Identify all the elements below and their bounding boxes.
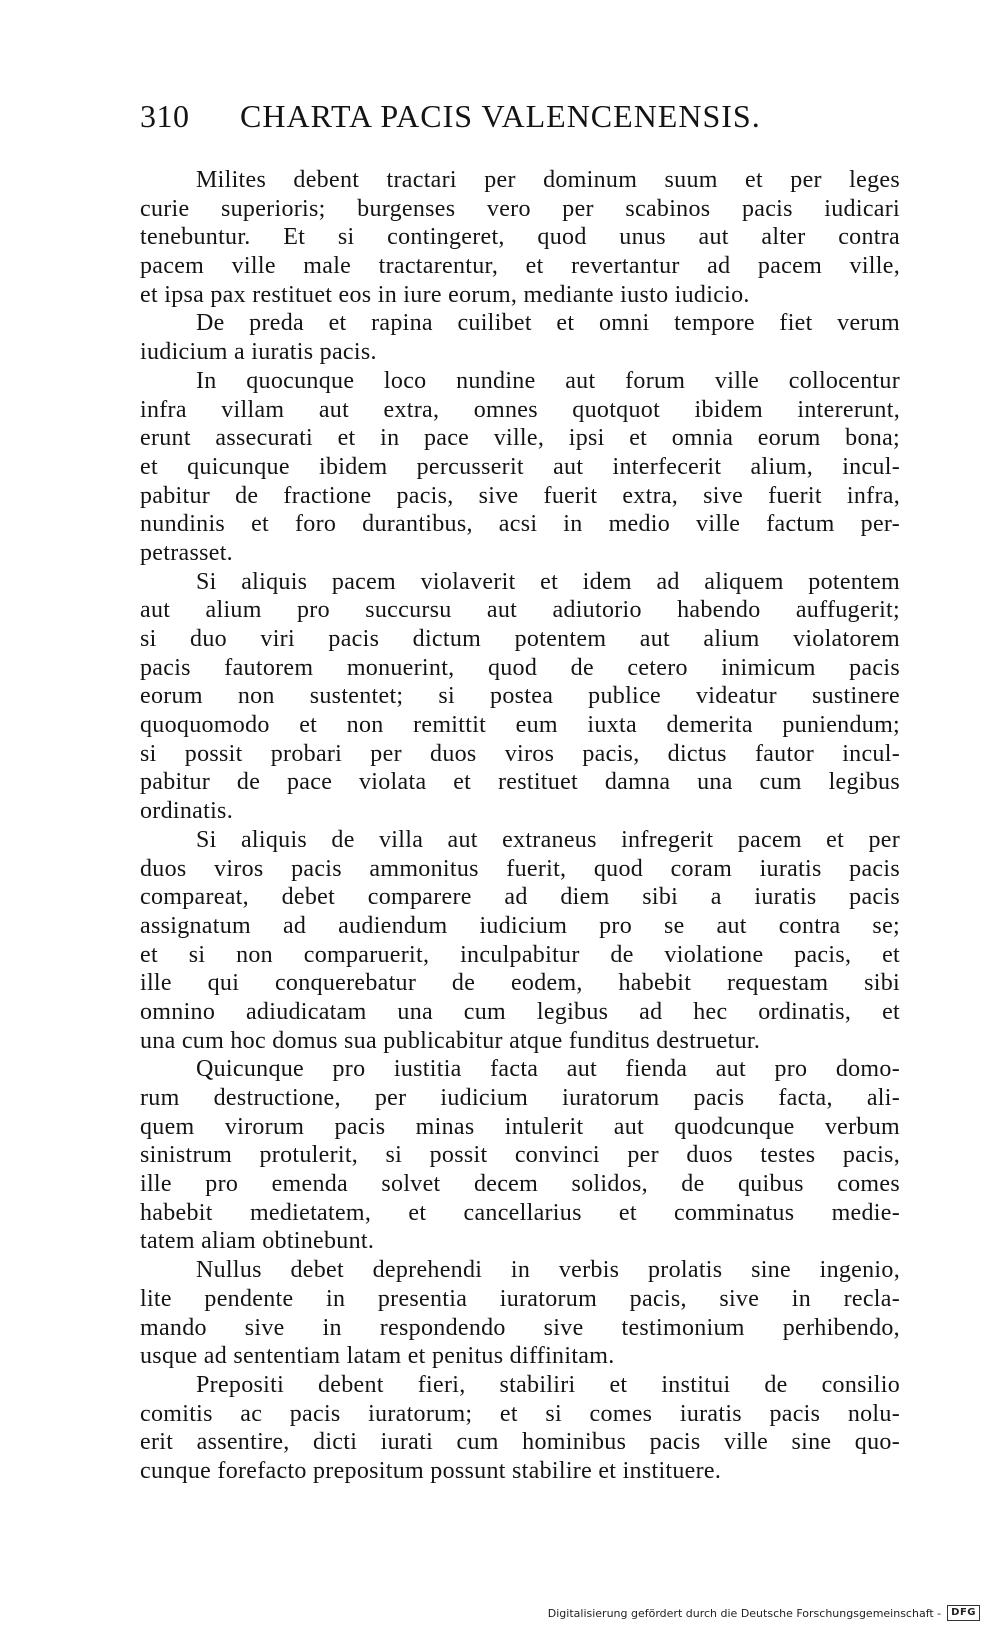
page-number: 310 — [140, 98, 190, 134]
text-line: mando sive in respondendo sive testimonium perhibendo, — [140, 1314, 900, 1341]
text-line: rum destructione, per iudicium iuratorum pacis facta, ali- — [140, 1085, 900, 1111]
text-line: pacem ville male tractarentur, et revertantur ad pacem ville, — [140, 253, 900, 280]
text-line: erunt assecurati et in pace ville, ipsi et omnia eorum bona; — [140, 425, 900, 452]
text-line: tenebuntur. Et si contingeret, quod unus aut alter contra — [140, 224, 900, 251]
text-line: eorum non sustentet; si postea publice videatur sustinere — [140, 683, 900, 710]
text-line: Quicunque pro iustitia facta aut fienda aut pro domo- — [196, 1056, 900, 1083]
text-line: tatem aliam obtinebunt. — [140, 1228, 375, 1255]
body-text — [140, 166, 900, 1486]
text-line: Si aliquis de villa aut extraneus infregerit pacem et per — [196, 826, 900, 853]
paragraph — [140, 1256, 900, 1371]
text-line: Milites debent tractari per dominum suum et per leges — [196, 167, 900, 193]
text-line: iudicium a iuratis pacis. — [140, 339, 377, 366]
text-line: assignatum ad audiendum iudicium pro se aut contra se; — [140, 912, 900, 939]
text-line: si duo viri pacis dictum potentem aut alium violatorem — [140, 626, 900, 652]
paragraph — [140, 1055, 900, 1256]
text-line: Nullus debet deprehendi in verbis prolatis sine ingenio, — [196, 1257, 900, 1284]
paragraph — [140, 568, 900, 826]
text-line: et ipsa pax restituet eos in iure eorum, mediante iusto iudicio. — [140, 281, 750, 308]
text-line: comitis ac pacis iuratorum; et si comes iuratis pacis nolu- — [140, 1400, 900, 1427]
text-line: aut alium pro succursu aut adiutorio habendo auffugerit; — [140, 597, 900, 624]
text-line: cunque forefacto prepositum possunt stabilire et instituere. — [140, 1457, 722, 1484]
digitization-footer — [548, 1604, 980, 1622]
text-line: lite pendente in presentia iuratorum pacis, sive in recla- — [140, 1285, 900, 1312]
text-line: Si aliquis pacem violaverit et idem ad aliquem potentem — [196, 568, 900, 595]
text-line: nundinis et foro durantibus, acsi in medio ville factum per- — [140, 511, 900, 538]
paragraph — [140, 166, 900, 309]
text-line: usque ad sententiam latam et penitus diffinitam. — [140, 1343, 615, 1370]
text-line: habebit medietatem, et cancellarius et comminatus medie- — [140, 1199, 900, 1226]
text-line: una cum hoc domus sua publicabitur atque funditus destruetur. — [140, 1027, 761, 1054]
text-line: Prepositi debent fieri, stabiliri et institui de consilio — [196, 1371, 900, 1398]
dfg-logo-icon: DFG — [947, 1605, 980, 1621]
paragraph — [140, 826, 900, 1056]
text-line: ille pro emenda solvet decem solidos, de quibus comes — [140, 1171, 900, 1198]
paragraph — [140, 367, 900, 568]
text-line: et quicunque ibidem percusserit aut interfecerit alium, incul- — [140, 453, 900, 480]
text-line: omnino adiudicatam una cum legibus ad hec ordinatis, et — [140, 998, 900, 1025]
text-line: compareat, debet comparere ad diem sibi a iuratis pacis — [140, 884, 900, 911]
text-line: pabitur de fractione pacis, sive fuerit extra, sive fuerit infra, — [140, 482, 900, 509]
text-line: si possit probari per duos viros pacis, dictus fautor incul- — [140, 740, 900, 767]
text-line: pabitur de pace violata et restituet damna una cum legibus — [140, 769, 900, 796]
page-header — [140, 92, 900, 140]
text-line: erit assentire, dicti iurati cum hominibus pacis ville sine quo- — [140, 1429, 900, 1456]
text-line: ille qui conquerebatur de eodem, habebit requestam sibi — [140, 970, 900, 997]
paragraph — [140, 309, 900, 366]
text-line: et si non comparuerit, inculpabitur de violatione pacis, et — [140, 941, 900, 968]
text-line: De preda et rapina cuilibet et omni tempore fiet verum — [196, 310, 900, 337]
text-line: In quocunque loco nundine aut forum ville collocentur — [196, 367, 900, 394]
text-line: ordinatis. — [140, 798, 233, 825]
text-line: petrasset. — [140, 539, 233, 566]
footer-credit: Digitalisierung gefördert durch die Deutsche Forschungsgemeinschaft - — [547, 1606, 942, 1620]
text-line: duos viros pacis ammonitus fuerit, quod coram iuratis pacis — [140, 855, 900, 882]
running-title: CHARTA PACIS VALENCENENSIS. — [240, 98, 761, 134]
text-line: sinistrum protulerit, si possit convinci per duos testes pacis, — [140, 1142, 900, 1169]
text-line: quem virorum pacis minas intulerit aut quodcunque verbum — [140, 1113, 900, 1140]
text-line: infra villam aut extra, omnes quotquot ibidem intererunt, — [140, 396, 900, 423]
text-line: curie superioris; burgenses vero per scabinos pacis iudicari — [140, 195, 900, 222]
text-line: pacis fautorem monuerint, quod de cetero inimicum pacis — [140, 654, 900, 681]
paragraph — [140, 1371, 900, 1486]
text-line: quoquomodo et non remittit eum iuxta demerita puniendum; — [140, 712, 900, 739]
